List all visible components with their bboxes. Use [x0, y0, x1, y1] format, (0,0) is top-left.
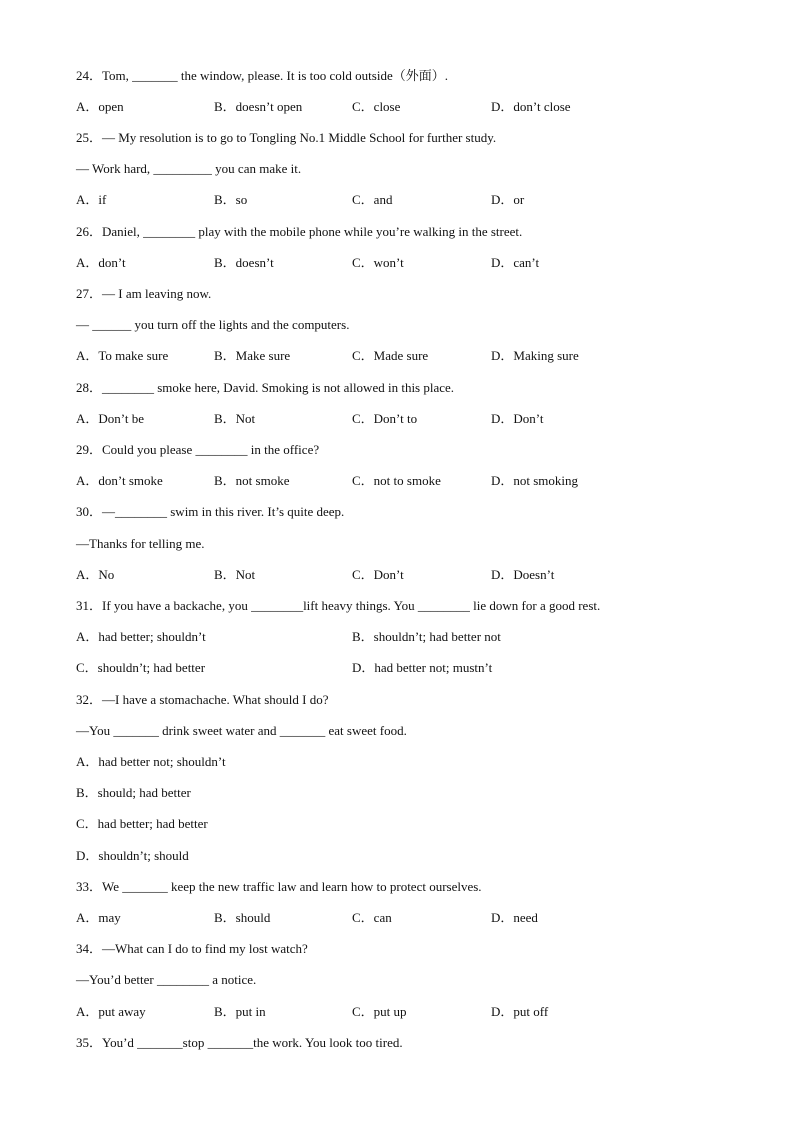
question-26-option-d: D．can’t [491, 255, 540, 270]
question-25-reply: — Work hard, _________ you can make it. [76, 161, 302, 176]
question-27-option-c: C．Made sure [352, 348, 429, 363]
question-26-stem: 26．Daniel, ________ play with the mobile phone while you’re walking in the street. [76, 224, 523, 239]
question-27-option-d: D．Making sure [491, 348, 579, 363]
question-32-option-c: C．had better; had better [76, 816, 208, 831]
question-25-option-a: A．if [76, 192, 107, 207]
question-32-option-a: A．had better not; shouldn’t [76, 754, 226, 769]
question-25-option-d: D．or [491, 192, 525, 207]
question-32-stem: 32．—I have a stomachache. What should I do? [76, 692, 329, 707]
question-24-option-c: C．close [352, 99, 401, 114]
question-33-option-b: B．should [214, 910, 271, 925]
question-30-option-d: D．Doesn’t [491, 567, 555, 582]
question-24-stem: 24．Tom, _______ the window, please. It is too cold outside（外面）. [76, 68, 448, 83]
question-34-option-c: C．put up [352, 1004, 407, 1019]
question-28-option-d: D．Don’t [491, 411, 544, 426]
question-30-option-a: A．No [76, 567, 115, 582]
question-34-option-b: B．put in [214, 1004, 266, 1019]
question-27-option-b: B．Make sure [214, 348, 291, 363]
question-29-option-d: D．not smoking [491, 473, 579, 488]
question-33-stem: 33．We _______ keep the new traffic law and learn how to protect ourselves. [76, 879, 482, 894]
question-31-option-a: A．had better; shouldn’t [76, 629, 206, 644]
question-30-option-c: C．Don’t [352, 567, 404, 582]
question-32-option-b: B．should; had better [76, 785, 191, 800]
question-25-option-c: C．and [352, 192, 393, 207]
question-33-option-d: D．need [491, 910, 538, 925]
question-30-stem: 30．—________ swim in this river. It’s quite deep. [76, 504, 345, 519]
question-24-option-a: A．open [76, 99, 124, 114]
question-28-stem: 28．________ smoke here, David. Smoking is not allowed in this place. [76, 380, 455, 395]
question-29-stem: 29．Could you please ________ in the office? [76, 442, 320, 457]
question-31-option-b: B．shouldn’t; had better not [352, 629, 501, 644]
question-24-option-d: D．don’t close [491, 99, 571, 114]
question-30-option-b: B．Not [214, 567, 256, 582]
question-30-reply: —Thanks for telling me. [76, 536, 205, 551]
question-24-option-b: B．doesn’t open [214, 99, 303, 114]
question-29-option-a: A．don’t smoke [76, 473, 163, 488]
question-27-reply: — ______ you turn off the lights and the computers. [76, 317, 350, 332]
question-27-option-a: A．To make sure [76, 348, 169, 363]
question-32-reply: —You _______ drink sweet water and _______ eat sweet food. [76, 723, 407, 738]
question-26-option-c: C．won’t [352, 255, 404, 270]
question-34-option-d: D．put off [491, 1004, 549, 1019]
question-31-option-d: D．had better not; mustn’t [352, 660, 493, 675]
question-29-option-c: C．not to smoke [352, 473, 441, 488]
question-34-stem: 34．—What can I do to find my lost watch? [76, 941, 308, 956]
question-33-option-a: A．may [76, 910, 121, 925]
question-29-option-b: B．not smoke [214, 473, 290, 488]
question-28-option-b: B．Not [214, 411, 256, 426]
question-34-reply: —You’d better ________ a notice. [76, 972, 257, 987]
question-25-stem: 25．— My resolution is to go to Tongling No.1 Middle School for further study. [76, 130, 497, 145]
question-27-stem: 27．— I am leaving now. [76, 286, 212, 301]
question-26-option-b: B．doesn’t [214, 255, 274, 270]
question-31-option-c: C．shouldn’t; had better [76, 660, 206, 675]
question-35-stem: 35．You’d _______stop _______the work. You look too tired. [76, 1035, 403, 1050]
question-32-option-d: D．shouldn’t; should [76, 848, 189, 863]
question-33-option-c: C．can [352, 910, 392, 925]
question-31-stem: 31．If you have a backache, you ________lift heavy things. You ________ lie down for a good rest. [76, 598, 601, 613]
question-28-option-a: A．Don’t be [76, 411, 145, 426]
question-34-option-a: A．put away [76, 1004, 146, 1019]
question-25-option-b: B．so [214, 192, 248, 207]
question-26-option-a: A．don’t [76, 255, 126, 270]
question-28-option-c: C．Don’t to [352, 411, 418, 426]
